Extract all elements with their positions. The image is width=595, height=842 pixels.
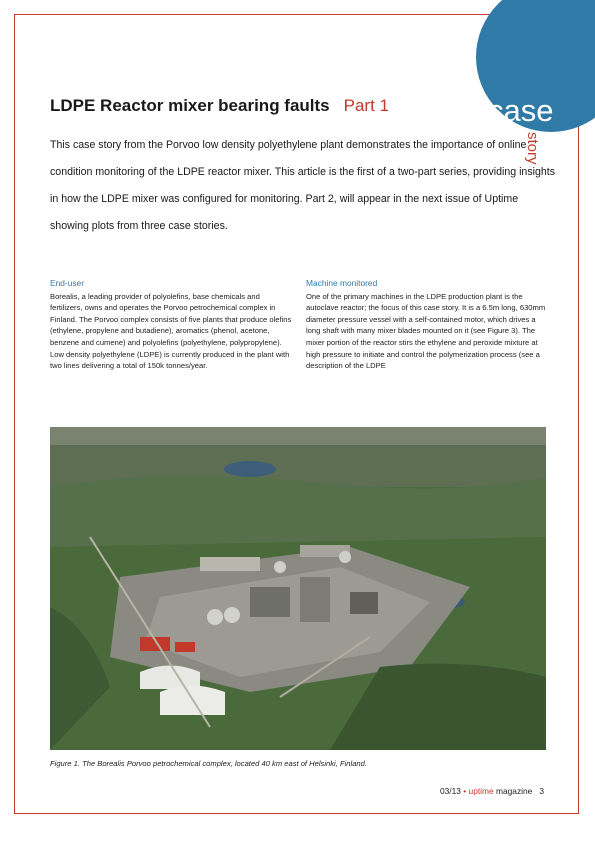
page-footer bbox=[440, 786, 544, 796]
machine-monitored-section bbox=[306, 278, 548, 372]
intro-paragraph: This case story from the Porvoo low density polyethylene plant demonstrates the importance of online condition monitoring of the LDPE reactor mixer. This article is the first of a two-part series, providing insights in how the LDPE mixer was configured for monitoring. Part 2, will appear in the next issue of Uptime showing plots from three case stories. bbox=[50, 139, 555, 232]
footer-brand-magazine: magazine bbox=[496, 786, 533, 796]
title-main: LDPE Reactor mixer bearing faults bbox=[50, 96, 330, 115]
footer-brand-up: up bbox=[468, 786, 478, 796]
badge-case-text: case bbox=[488, 93, 554, 128]
aerial-photo-illustration bbox=[50, 427, 546, 750]
footer-issue: 03/13 bbox=[439, 786, 461, 796]
aerial-photo bbox=[50, 427, 546, 750]
machine-monitored-heading: Machine monitored bbox=[306, 278, 378, 288]
machine-monitored-body: One of the primary machines in the LDPE production plant is the autoclave reactor; the focus of this case story. It is a 6.5m long, 630mm diameter pressure vessel with a self-contained motor, which drives a long shaft with many mixer blades mounted on it (see Figure 3). The mixer portion of the reactor stirs the ethylene and peroxide mixture at high pressure to initiate and control the polymerization process (see a description of the LDPE bbox=[306, 291, 546, 371]
figure-caption: Figure 1. The Borealis Porvoo petrochemical complex, located 40 km east of Helsinki, Finland. bbox=[50, 759, 367, 768]
badge-story-text: story bbox=[524, 132, 541, 165]
article-title bbox=[50, 96, 389, 116]
end-user-heading: End-user bbox=[50, 278, 84, 288]
footer-brand-time: time bbox=[477, 786, 494, 796]
footer-page-number: 3 bbox=[539, 786, 544, 796]
footer-separator: • bbox=[463, 786, 467, 796]
end-user-body: Borealis, a leading provider of polyolefins, base chemicals and fertilizers, owns and operates the Porvoo petrochemical complex in Finland. The Porvoo complex consists of five plants that produce olefins (ethylene, propylene and butadiene), aromatics (phenol, acetone, benzene and cumene) and polyolefins (polyethylene, polypropylene). Low density polyethylene (LDPE) is currently produced in the plant with two lines delivering a total of 150k tonnes/year. bbox=[50, 291, 292, 371]
end-user-section bbox=[50, 278, 292, 372]
title-part: Part 1 bbox=[343, 96, 389, 115]
